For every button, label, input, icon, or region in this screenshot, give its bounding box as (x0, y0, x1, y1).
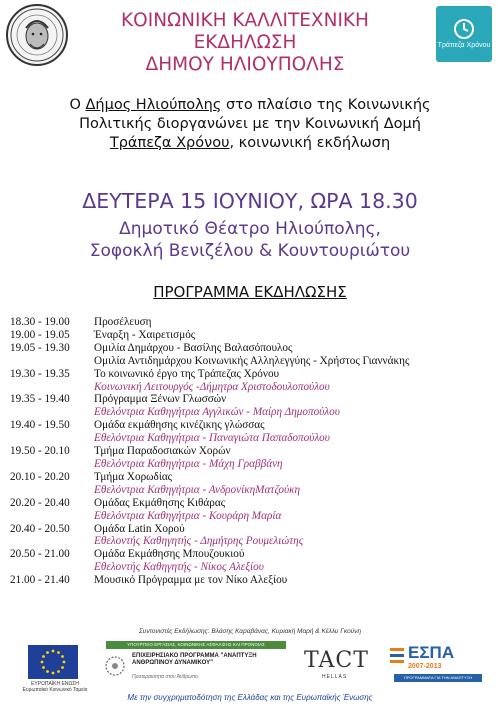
program-time: 20.20 - 20.40 (10, 496, 70, 509)
program-presenter-row (10, 432, 495, 445)
venue-line-1: Δημοτικό Θέατρο Ηλιούπολης, (119, 219, 381, 239)
title-line-2: ΕΚΔΗΛΩΣΗ (193, 32, 297, 53)
program-row (10, 471, 495, 484)
program-presenter: Εθελόντρια Καθηγήτρια - Κουράρη Μαρία (94, 509, 282, 522)
program-item: Έναρξη - Χαιρετισμός (94, 328, 196, 341)
program-row (10, 419, 495, 432)
intro-paragraph (14, 96, 486, 153)
program-presenter-row (10, 535, 495, 548)
program-item: Ομάδα Εκμάθησης Μπουζουκιού (94, 548, 245, 561)
intro-text: , κοινωνική εκδήλωση (229, 135, 391, 151)
venue-line-2: Σοφοκλή Βενιζέλου & Κουντουριώτου (89, 241, 411, 261)
program-time: 19.30 - 19.35 (10, 367, 70, 380)
clock-icon (453, 18, 475, 40)
operational-program-name: ΕΠΙΧΕΙΡΗΣΙΑΚΟ ΠΡΟΓΡΑΜΜΑ "ΑΝΑΠΤΥΞΗ ΑΝΘΡΩΠΙΝΟΥ ΔΥΝΑΜΙΚΟΥ" (132, 653, 257, 666)
intro-text: Πολιτικής διοργανώνει με την Κοινωνική Δομή (79, 116, 421, 132)
program-row (10, 393, 495, 406)
eu-stars-icon (28, 645, 78, 679)
intro-text: Ο (69, 97, 86, 113)
espa-stripes-icon (390, 646, 406, 670)
ministry-banner: ΥΠΟΥΡΓΕΙΟ ΕΡΓΑΣΙΑΣ, ΚΟΙΝΩΝΙΚΗΣ ΑΣΦΑΛΙΣΗΣ ΚΑΙ ΠΡΟΝΟΙΑΣ (106, 641, 286, 649)
program-row (10, 445, 495, 458)
title-line-3: ΔΗΜΟΥ ΗΛΙΟΥΠΟΛΗΣ (145, 54, 345, 75)
program-presenter-row (10, 406, 495, 419)
program-row (10, 574, 495, 587)
program-time: 21.00 - 21.40 (10, 574, 70, 587)
tact-logo (304, 648, 374, 682)
program-time: 19.05 - 19.30 (10, 341, 70, 354)
program-presenter: Εθελόντρια Καθηγήτρια - Παναγιώτα Παπαδοπούλου (94, 432, 330, 445)
espa-logo-text: ΕΣΠΑ (408, 643, 455, 662)
cofinance-note: Με την συγχρηματοδότηση της Ελλάδας και της Ευρωπαϊκής Ένωσης (127, 693, 373, 702)
program-title-text: ΠΡΟΓΡΑΜΜΑ ΕΚΔΗΛΩΣΗΣ (153, 283, 347, 301)
tact-logo-sub: HELLAS (322, 674, 348, 680)
event-venue (0, 218, 500, 262)
program-row (10, 368, 495, 381)
operational-program-slogan: Προτεραιότητα στον Άνθρωπο (132, 674, 198, 680)
program-time: 19.40 - 19.50 (10, 419, 70, 432)
program-list (10, 316, 495, 587)
program-presenter: Εθελόντρια Καθηγήτρια - ΑνδρονίκηΜατζούκη (94, 483, 301, 496)
people-star-icon (104, 655, 126, 677)
program-presenter-row (10, 561, 495, 574)
tact-logo-text: TACT (304, 648, 369, 673)
espa-years: 2007-2013 (408, 663, 442, 670)
program-item: Τμήμα Χορωδίας (94, 470, 173, 483)
program-row (10, 523, 495, 536)
time-bank-logo-text: Τράπεζα Χρόνου (437, 42, 491, 49)
program-item: Τμήμα Παραδοσιακών Χορών (94, 445, 231, 458)
program-presenter-row (10, 484, 495, 497)
program-item: Ομάδα εκμάθησης κινέζικης γλώσσας (94, 419, 265, 432)
program-time: 20.50 - 21.00 (10, 548, 70, 561)
coordinators: Συντονιστές Εκδήλωσης: Βλάσης Καραβάνας, Κυριακή Μαρή & Κέλλυ Γκούνη (138, 628, 362, 635)
program-time: 20.10 - 20.20 (10, 470, 70, 483)
program-presenter: Εθελόντρια Καθηγήτρια - Μάχη Γραββάνη (94, 457, 283, 470)
municipality-logo (6, 4, 68, 66)
sun-head-icon (8, 6, 66, 64)
program-time: 20.40 - 20.50 (10, 522, 70, 535)
program-presenter-row (10, 381, 495, 394)
program-row (10, 355, 495, 368)
program-presenter-row (10, 458, 495, 471)
program-item: Μουσικό Πρόγραμμα με τον Νίκο Αλεξίου (94, 574, 288, 587)
program-item: Ομάδα Latin Χορού (94, 522, 185, 535)
operational-program-logo (100, 641, 290, 689)
program-time: 19.35 - 19.40 (10, 393, 70, 406)
program-presenter: Εθελόντρια Καθηγήτρια Αγγλικών - Μαίρη Δημοπούλου (94, 406, 340, 419)
program-item: Ομάδας Εκμάθησης Κιθάρας (94, 496, 226, 509)
title-line-1: ΚΟΙΝΩΝΙΚΗ ΚΑΛΛΙΤΕΧΝΙΚΗ (121, 10, 369, 31)
program-item: Προσέλευση (94, 316, 152, 328)
eu-caption: ΕΥΡΩΠΑΪΚΗ ΕΝΩΣΗ Ευρωπαϊκό Κοινωνικό Ταμείο (22, 681, 88, 693)
program-item: Ομιλία Αντιδημάρχου Κοινωνικής Αλληλεγγύης - Χρήστος Γιαννάκης (94, 354, 410, 367)
program-row (10, 329, 495, 342)
program-item: Ομιλία Δημάρχου - Βασίλης Βαλασόπουλος (94, 341, 293, 354)
time-bank-logo (436, 6, 492, 62)
eu-flag-logo (28, 645, 78, 679)
program-row (10, 316, 495, 329)
event-date: ΔΕΥΤΕΡΑ 15 ΙΟΥΝΙΟΥ, ΩΡΑ 18.30 (82, 189, 418, 213)
espa-sub: ΠΡΟΓΡΑΜΜΑΤΑ ΓΙΑ ΤΗΝ ΑΝΑΠΤΥΞΗ (394, 674, 482, 682)
program-presenter: Εθελοντής Καθηγητής - Δημήτρης Ρουμελιώτης (94, 535, 304, 548)
program-title (0, 283, 500, 301)
intro-text: στο πλαίσιο της Κοινωνικής (221, 97, 431, 113)
program-presenter: Κοινωνική Λειτουργός -Δήμητρα Χριστοδουλοπούλου (94, 380, 330, 393)
program-presenter: Εθελοντής Καθηγητής - Νίκος Αλεξίου (94, 561, 264, 574)
intro-municipality: Δήμος Ηλιούπολης (85, 97, 222, 113)
program-item: Το κοινωνικό έργο της Τράπεζας Χρόνου (94, 367, 280, 380)
event-title (70, 10, 420, 76)
intro-time-bank: Τράπεζα Χρόνου (109, 135, 230, 151)
program-time: 18.30 - 19.00 (10, 316, 70, 328)
program-row (10, 342, 495, 355)
program-presenter-row (10, 510, 495, 523)
program-time: 19.00 - 19.05 (10, 328, 70, 341)
program-item: Πρόγραμμα Ξένων Γλωσσών (94, 393, 227, 406)
espa-logo (390, 643, 482, 687)
program-row (10, 497, 495, 510)
program-row (10, 548, 495, 561)
program-time: 19.50 - 20.10 (10, 445, 70, 458)
